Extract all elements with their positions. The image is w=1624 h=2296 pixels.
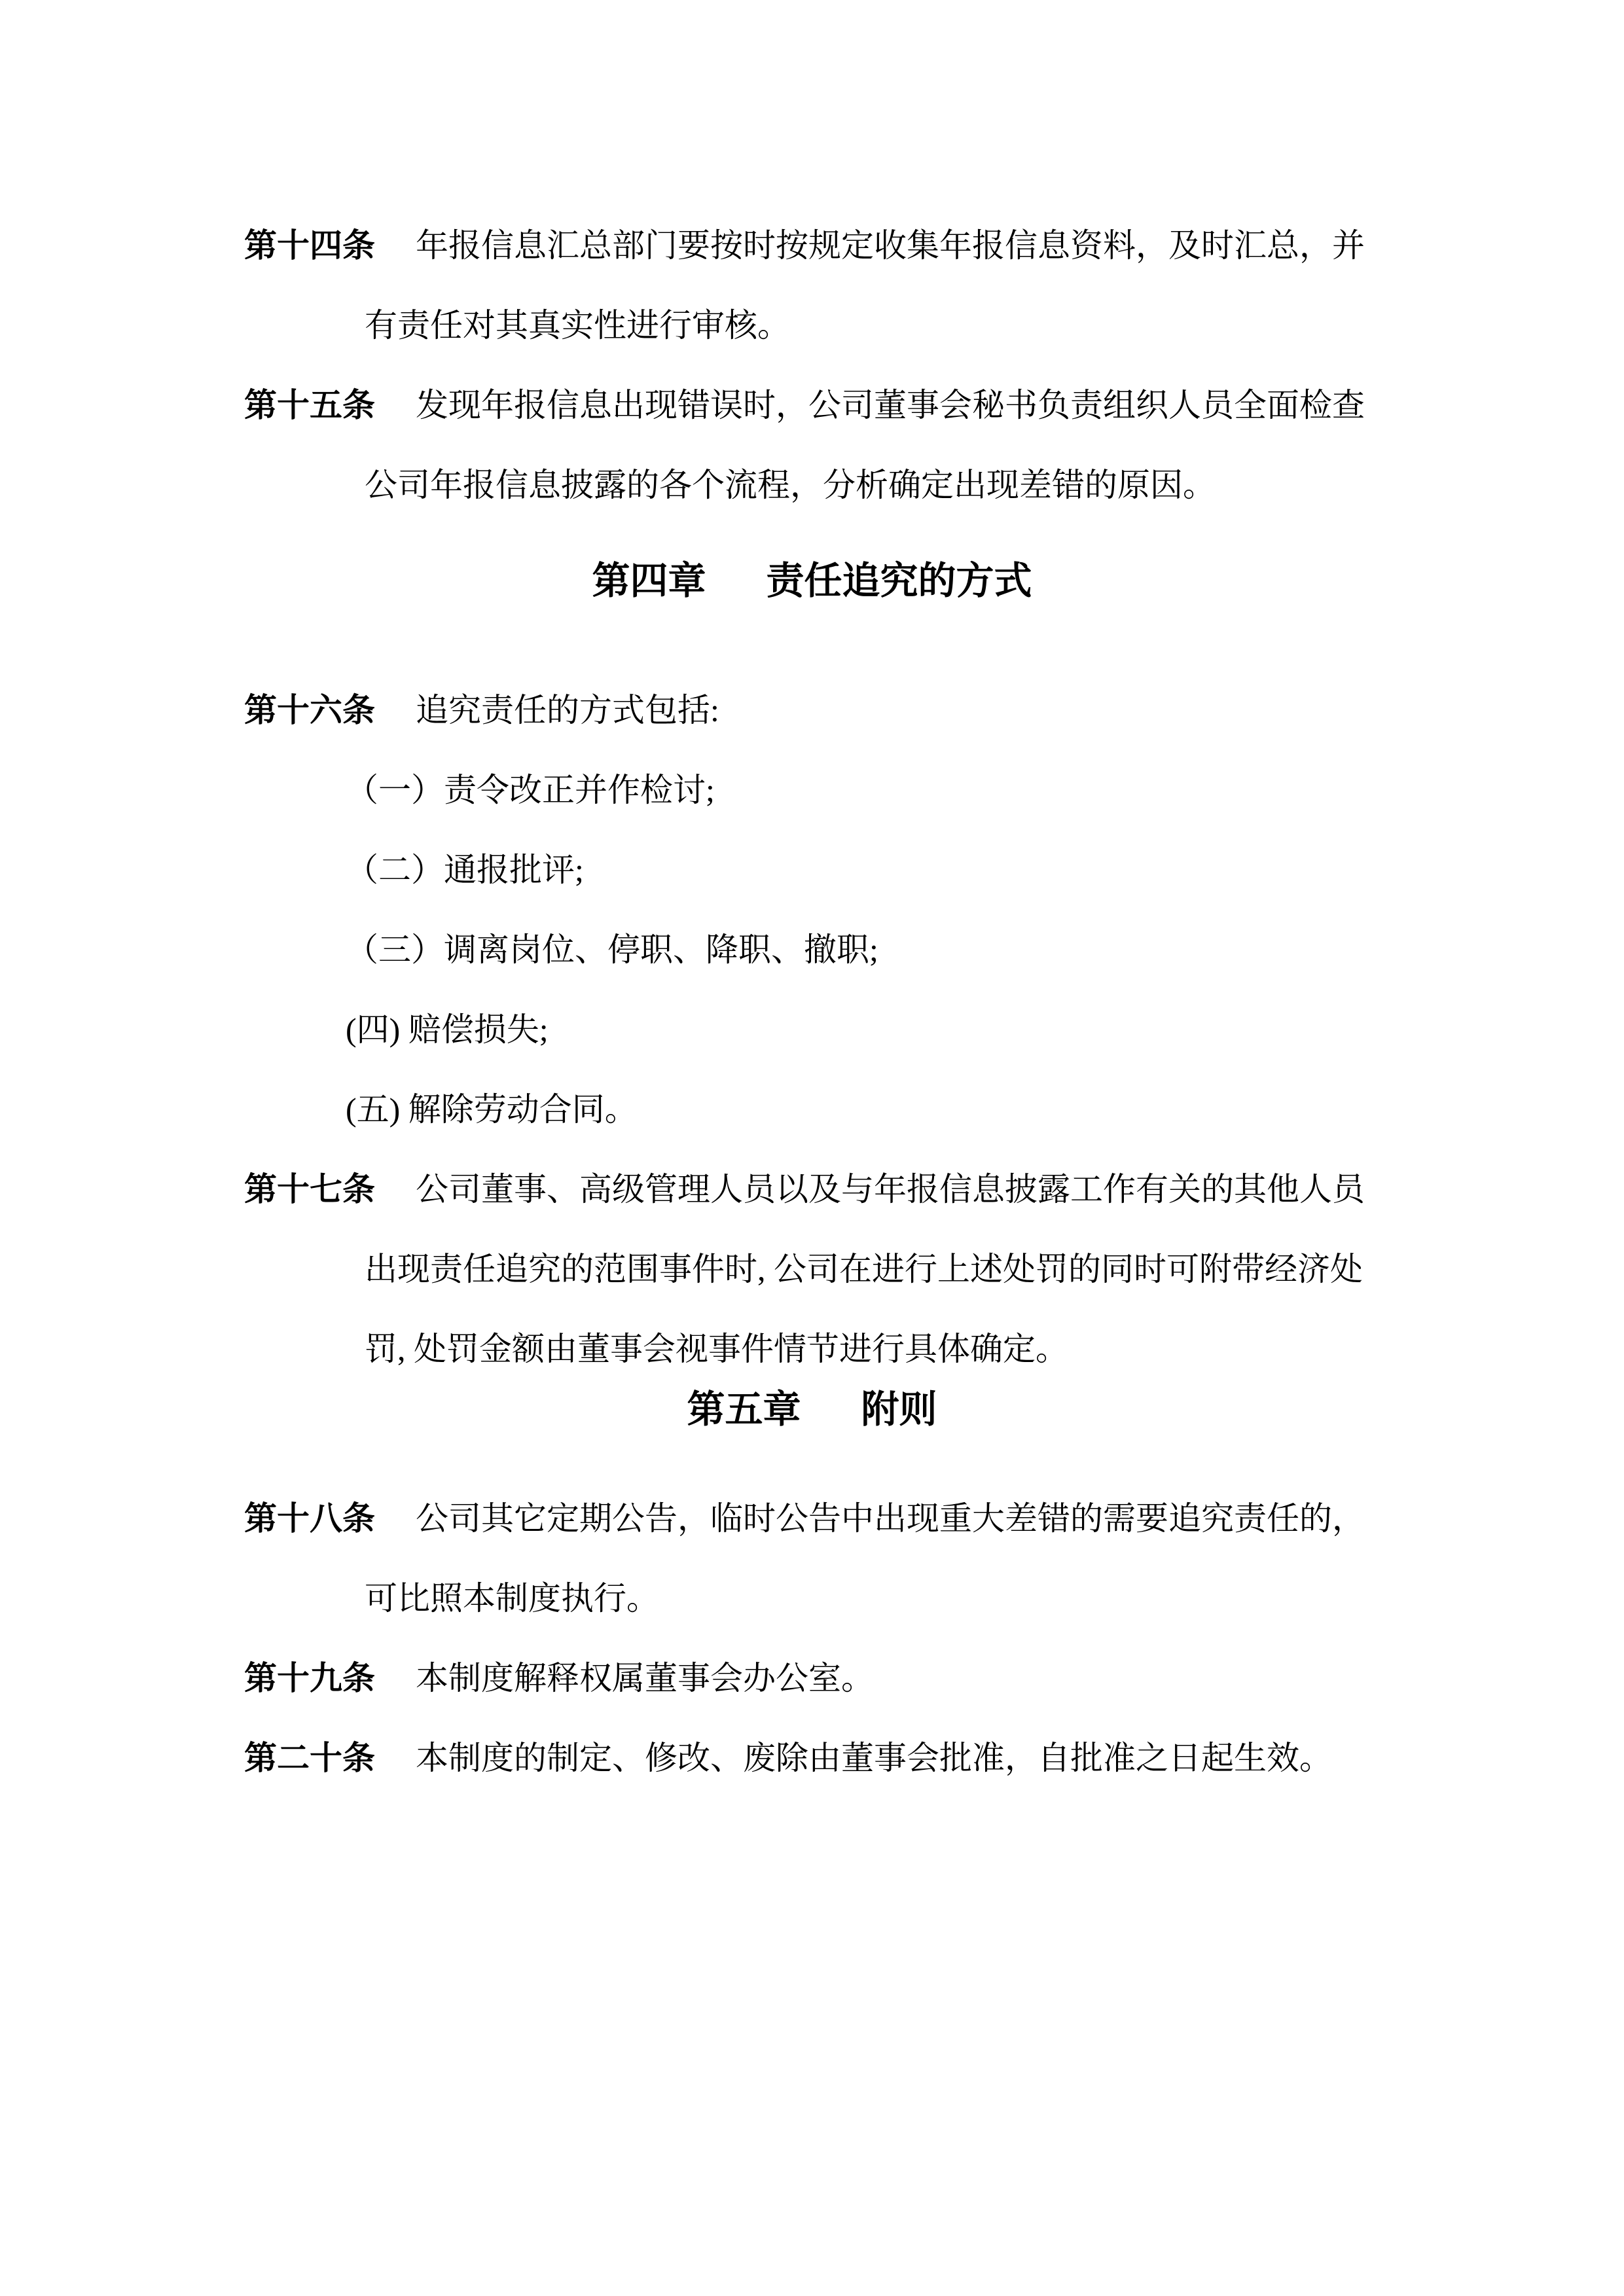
article-19-label: 第十九条 [244, 1660, 375, 1696]
article-20-label: 第二十条 [244, 1740, 375, 1776]
article-17-line-1 [244, 1173, 1365, 1206]
article-16-item-4: (四) 赔偿损失; [346, 1011, 549, 1048]
article-15-label: 第十五条 [244, 387, 375, 423]
article-19-line-1 [244, 1662, 874, 1695]
article-14-text: 年报信息汇总部门要按时按规定收集年报信息资料，及时汇总，并 [416, 227, 1365, 264]
article-18-line-2: 可比照本制度执行。 [365, 1580, 659, 1617]
article-14-label: 第十四条 [244, 227, 375, 264]
article-17-label: 第十七条 [244, 1171, 375, 1208]
article-20-line-1 [244, 1742, 1332, 1774]
article-17-line-3: 罚, 处罚金额由董事会视事件情节进行具体确定。 [365, 1331, 1068, 1367]
chapter-4-number: 第四章 [592, 560, 706, 602]
article-16-text: 追究责任的方式包括: [416, 692, 719, 728]
article-16-item-3: （三）调离岗位、停职、降职、撤职; [346, 931, 878, 968]
chapter-5-title: 附则 [861, 1388, 937, 1431]
article-14-line-2: 有责任对其真实性进行审核。 [365, 307, 790, 344]
chapter-4-heading [0, 562, 1624, 601]
article-16-item-5: (五) 解除劳动合同。 [346, 1091, 638, 1128]
article-18-text: 公司其它定期公告，临时公告中出现重大差错的需要追究责任的， [416, 1500, 1365, 1537]
article-15-line-2: 公司年报信息披露的各个流程，分析确定出现差错的原因。 [365, 467, 1216, 503]
article-17-line-2: 出现责任追究的范围事件时, 公司在进行上述处罚的同时可附带经济处 [365, 1251, 1363, 1287]
chapter-5-heading [0, 1390, 1624, 1429]
article-16-line-1 [244, 694, 719, 726]
article-14-line-1 [244, 229, 1365, 262]
chapter-4-title: 责任追究的方式 [766, 560, 1032, 602]
article-18-label: 第十八条 [244, 1500, 375, 1537]
article-18-line-1 [244, 1502, 1365, 1535]
article-16-item-2: （二）通报批评; [346, 852, 584, 888]
article-16-item-1: （一）责令改正并作检讨; [346, 772, 715, 808]
article-15-text: 发现年报信息出现错误时，公司董事会秘书负责组织人员全面检查 [416, 387, 1365, 423]
article-19-text: 本制度解释权属董事会办公室。 [416, 1660, 874, 1696]
article-17-text: 公司董事、高级管理人员以及与年报信息披露工作有关的其他人员 [416, 1171, 1365, 1208]
article-15-line-1 [244, 389, 1365, 422]
chapter-5-number: 第五章 [687, 1388, 801, 1431]
article-16-label: 第十六条 [244, 692, 375, 728]
article-20-text: 本制度的制定、修改、废除由董事会批准，自批准之日起生效。 [416, 1740, 1332, 1776]
